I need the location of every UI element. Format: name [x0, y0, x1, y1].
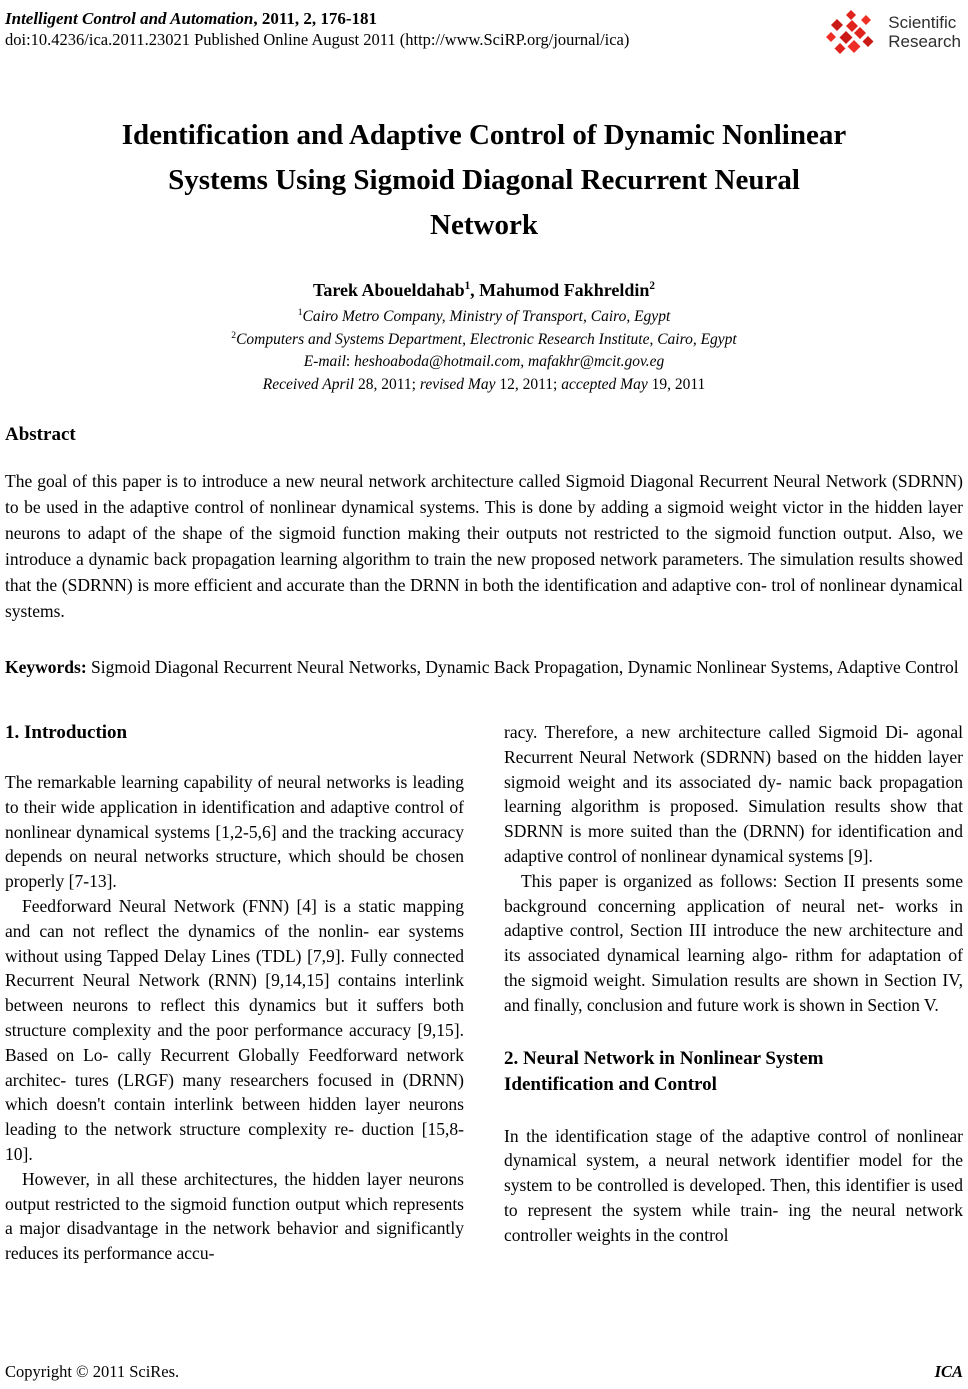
- email-line: [5, 351, 963, 374]
- received-line: [5, 374, 963, 397]
- page-footer: [5, 1362, 963, 1382]
- keywords-label: Keywords:: [5, 657, 87, 677]
- journal-issue-pages: , 2011, 2, 176-181: [253, 9, 378, 28]
- accepted-date: 19, 2011: [651, 375, 706, 393]
- author-1: Tarek Aboueldahab: [313, 280, 465, 300]
- author-2-affmark: 2: [649, 280, 655, 292]
- column-2-paragraph-1: racy. Therefore, a new architecture called Sigmoid Di- agonal Recurrent Neural Network (SDRNN) based on the hidden layer sigmoid weight and its associated dy- namic back propagation learning algorithm is proposed. Simulation results show that SDRNN is more suited than the (DRNN) for identification and adaptive control of nonlinear dynamical systems [9].: [504, 722, 963, 866]
- affiliation-1-text: Cairo Metro Company, Ministry of Transport, Cairo, Egypt: [302, 308, 671, 325]
- affiliation-2-text: Computers and Systems Department, Electronic Research Institute, Cairo, Egypt: [236, 330, 737, 348]
- journal-name: Intelligent Control and Automation: [5, 9, 254, 28]
- right-column: [504, 720, 963, 1266]
- paper-title-line1: Identification and Adaptive Control of Dynamic Nonlinear: [121, 119, 847, 151]
- keywords-line: [5, 654, 963, 680]
- scirp-logo: [822, 8, 961, 65]
- email-addresses: heshoaboda@hotmail.com, mafakhr@mcit.gov.eg: [354, 353, 665, 370]
- journal-abbreviation: ICA: [934, 1362, 963, 1381]
- section-2-paragraph-1: In the identification stage of the adaptive control of nonlinear dynamical system, a neural network identifier model for the system to be controlled is developed. Then, this identifier is used to represent the system while train- ing the neural network controller weights in the control: [504, 1125, 963, 1245]
- journal-info: [5, 8, 629, 50]
- abstract-heading: Abstract: [5, 424, 76, 445]
- column-2-paragraph-2: This paper is organized as follows: Section II presents some background concerning application of neural net- works in adaptive control, Section III introduce the new architecture and its associated dynamical learning algo- rithm for adaptation of the sigmoid weight. Simulation results are shown in Section IV, and finally, conclusion and future work is shown in Section V.: [504, 870, 963, 1015]
- revised-label: revised May: [419, 375, 500, 393]
- scirp-logo-text: [888, 14, 961, 51]
- section-1-heading: 1. Introduction: [5, 722, 128, 743]
- page-header: [5, 8, 963, 65]
- section-1-paragraph-1: The remarkable learning capability of neural networks is leading to their wide application in identification and adaptive control of nonlinear dynamical systems [1,2-5,6] and the tracking accuracy depends on neural networks structure, which should be chosen properly [7-13].: [5, 772, 464, 892]
- revised-date: 12, 2011;: [499, 375, 562, 393]
- keywords-text: Sigmoid Diagonal Recurrent Neural Networks, Dynamic Back Propagation, Dynamic Nonlinear Systems, Adaptive Control: [86, 657, 959, 677]
- accepted-label: accepted May: [561, 375, 652, 393]
- paper-title-line3: Network: [430, 209, 538, 241]
- email-colon: :: [345, 353, 355, 370]
- received-label: Received April: [262, 375, 358, 393]
- section-1-paragraph-3: However, in all these architectures, the hidden layer neurons output restricted to the sigmoid function output which represents a major disadvantage in the network behavior and significantly reduces its performance accu-: [5, 1168, 464, 1264]
- section-2-heading-line1: 2. Neural Network in Nonlinear System: [504, 1047, 824, 1069]
- journal-citation-line: [5, 8, 629, 29]
- authors-line: [5, 278, 963, 302]
- author-1-affmark: 1: [464, 280, 471, 292]
- section-1-paragraph-2: Feedforward Neural Network (FNN) [4] is a static mapping and can not reflect the dynamics of the nonlin- ear systems without using Tapped Delay Lines (TDL) [7,9]. Fully connected Recurrent Neural Network (RNN) [9,14,15] contains interlink between neurons to reflect this dynamics but it suffers both structure complexity and the poor performance accuracy [9,15]. Based on Lo- cally Recurrent Globally Feedforward network architec- tures (LRGF) many researchers focused in (DRNN) which doesn't contain interlink between hidden layer neurons leading to the network structure complexity re- duction [15,8-10].: [5, 895, 464, 1164]
- section-2-heading: [504, 1046, 963, 1098]
- affiliations-block: [5, 306, 963, 396]
- affiliation-2: [5, 329, 963, 352]
- scirp-diamonds-icon: [822, 8, 884, 65]
- received-date: 28, 2011;: [358, 375, 420, 393]
- affiliation-1: [5, 306, 963, 329]
- abstract-text: The goal of this paper is to introduce a new neural network architecture called Sigmoid Diagonal Recurrent Neural Network (SDRNN) to be used in the adaptive control of nonlinear dynamical systems. This is done by adding a sigmoid weight victor in the hidden layer neurons to adapt of the shape of the sigmoid function making their outputs not restricted to the sigmoid function output. Also, we introduce a dynamic back propagation learning algorithm to train the new proposed network parameters. The simulation results showed that the (SDRNN) is more efficient and accurate than the DRNN in both the identification and adaptive con- trol of nonlinear dynamical systems.: [5, 471, 963, 621]
- author-2: Mahumod Fakhreldin: [479, 280, 650, 300]
- copyright-notice: Copyright © 2011 SciRes.: [5, 1362, 180, 1381]
- email-label: E-mail: [303, 353, 346, 370]
- author-separator: ,: [470, 280, 480, 300]
- section-2-heading-line2: Identification and Control: [504, 1073, 717, 1095]
- paper-title: [5, 113, 963, 248]
- body-columns: [5, 720, 963, 1266]
- left-column: [5, 720, 464, 1266]
- affiliation-1-mark: 1: [297, 306, 303, 318]
- paper-title-line2: Systems Using Sigmoid Diagonal Recurrent Neural: [168, 164, 800, 196]
- scirp-logo-line2: Research: [888, 31, 961, 51]
- scirp-logo-line1: Scientific: [888, 13, 957, 32]
- affiliation-2-mark: 2: [231, 329, 237, 341]
- doi-line: doi:10.4236/ica.2011.23021 Published Online August 2011 (http://www.SciRP.org/journal/ica): [5, 30, 630, 49]
